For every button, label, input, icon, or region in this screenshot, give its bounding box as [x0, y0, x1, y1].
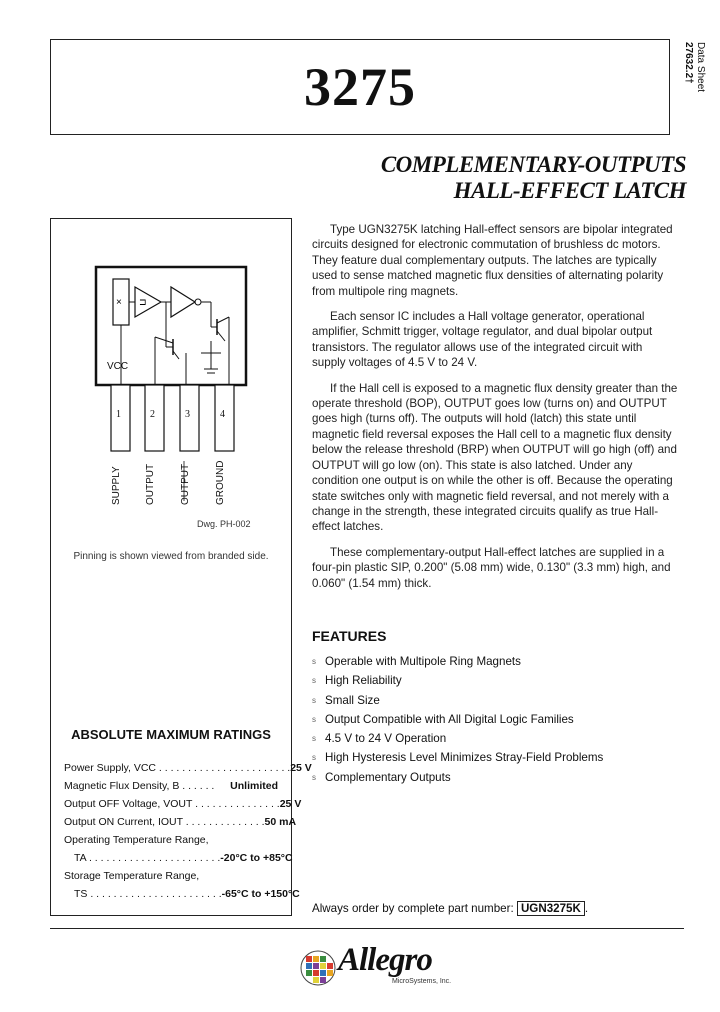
list-item: s Output Compatible with All Digital Logic Families	[312, 710, 603, 729]
bullet-icon: s	[312, 734, 316, 744]
rating-row: Operating Temperature Range,	[64, 834, 209, 846]
features-heading: FEATURES	[312, 628, 387, 644]
ratings-title: ABSOLUTE MAXIMUM RATINGS	[71, 727, 271, 742]
rating-row: TA . . . . . . . . . . . . . . . . . . . . . . . -20°C to +85°C	[74, 852, 293, 864]
datasheet-label: Data Sheet	[695, 42, 706, 93]
bullet-icon: s	[312, 657, 316, 666]
inverter-symbol	[171, 287, 195, 317]
features-list	[312, 652, 603, 787]
rating-row: Magnetic Flux Density, B . . . . . . Unlimited	[64, 780, 278, 792]
title-box	[50, 39, 670, 135]
pin-1-label: SUPPLY	[111, 466, 122, 505]
rating-row: Output OFF Voltage, VOUT . . . . . . . . . . . . . . . 25 V	[64, 798, 302, 810]
pin-2-label: OUTPUT	[145, 463, 156, 505]
pin-1-number: 1	[116, 409, 121, 420]
pin-3-label: OUTPUT	[180, 463, 191, 505]
datasheet-side-label	[683, 42, 706, 137]
document-title	[381, 152, 686, 204]
pinout-panel	[50, 218, 312, 916]
bullet-icon: s	[312, 714, 316, 724]
rating-row: Storage Temperature Range,	[64, 870, 200, 882]
bullet-icon: s	[312, 676, 316, 686]
list-item: s Small Size	[312, 691, 603, 710]
description-paragraph: Type UGN3275K latching Hall-effect sensors are bipolar integrated circuits designed for electronic commutation of brushless dc motors. They feature dual complementary outputs. The latches are typically used to sense matched magnetic flux densities of alternating polarity from multipole ring magnets.	[312, 223, 673, 298]
ratings-table	[64, 759, 312, 903]
order-note: Always order by complete part number: UGN3275K .	[312, 902, 589, 915]
order-part-number: UGN3275K	[517, 901, 585, 916]
output-transistor-2	[211, 317, 229, 385]
rating-row: Output ON Current, IOUT . . . . . . . . . . . . . . 50 mA	[64, 816, 297, 828]
part-number: 3275	[304, 57, 416, 117]
allegro-logo	[300, 940, 470, 1000]
svg-text:×: ×	[116, 297, 122, 308]
pinning-note: Pinning is shown viewed from branded side.	[73, 551, 269, 562]
order-text: Always order by complete part number:	[312, 902, 514, 915]
logo-wordmark: Allegro	[338, 942, 432, 978]
pin-4-label: GROUND	[215, 460, 226, 505]
footer-divider	[50, 928, 684, 929]
description-paragraph: These complementary-output Hall-effect latches are supplied in a four-pin plastic SIP, 0.200" (5.08 mm) wide, 0.130" (3.3 mm) high, and 0.060" (1.54 mm) thick.	[312, 545, 671, 590]
rating-row: TS . . . . . . . . . . . . . . . . . . . . . . . -65°C to +150°C	[74, 888, 300, 900]
description-paragraph: If the Hall cell is exposed to a magnetic flux density greater than the operate threshold (BOP), OUTPUT goes low (turns on) and OUTPUT goes high (turns off). The outputs will hold (latch) this state until magnetic field reversal exposes the Hall cell to a magnetic flux density below the release threshold (BRP) when OUTPUT will go high (off) and OUTPUT will go low (on). This state is also latched. Under any condition one output is on while the other is off. Because the operating state switches only with magnetic field reversal, and not merely with a change in the strength, these integrated circuits qualify as true Hall-effect latches.	[312, 381, 678, 534]
pinout-diagram	[51, 219, 291, 519]
logo-subtitle: MicroSystems, Inc.	[392, 978, 452, 985]
list-item: s Complementary Outputs	[312, 768, 603, 787]
pin-2-number: 2	[150, 409, 155, 420]
ground-symbol	[201, 341, 221, 373]
bullet-icon: s	[312, 695, 316, 705]
title-line-2: HALL-EFFECT LATCH	[453, 178, 686, 203]
output-transistor-1	[155, 337, 179, 385]
svg-text:⊐: ⊐	[139, 297, 147, 307]
pin-4-number: 4	[220, 409, 225, 420]
rating-row: Power Supply, VCC . . . . . . . . . . . . . . . . . . . . . . . 25 V	[64, 762, 312, 774]
vcc-label: VCC	[107, 361, 129, 372]
pin-3-number: 3	[185, 409, 190, 420]
description	[312, 222, 678, 601]
datasheet-number: 27632.2†	[683, 42, 694, 84]
drawing-number: Dwg. PH-002	[197, 519, 251, 529]
list-item: s 4.5 V to 24 V Operation	[312, 729, 603, 748]
description-paragraph: Each sensor IC includes a Hall voltage generator, operational amplifier, Schmitt trigger, voltage regulator, and dual bipolar output transistors. The regulator allows use of the integrated circuit with supply voltages of 4.5 V to 24 V.	[312, 310, 653, 370]
list-item: s High Reliability	[312, 671, 603, 690]
list-item: s High Hysteresis Level Minimizes Stray-Field Problems	[312, 748, 603, 767]
bullet-icon: s	[312, 772, 316, 782]
bullet-icon: s	[312, 753, 316, 763]
title-line-1: COMPLEMENTARY-OUTPUTS	[380, 152, 686, 177]
list-item: s Operable with Multipole Ring Magnets	[312, 652, 603, 671]
